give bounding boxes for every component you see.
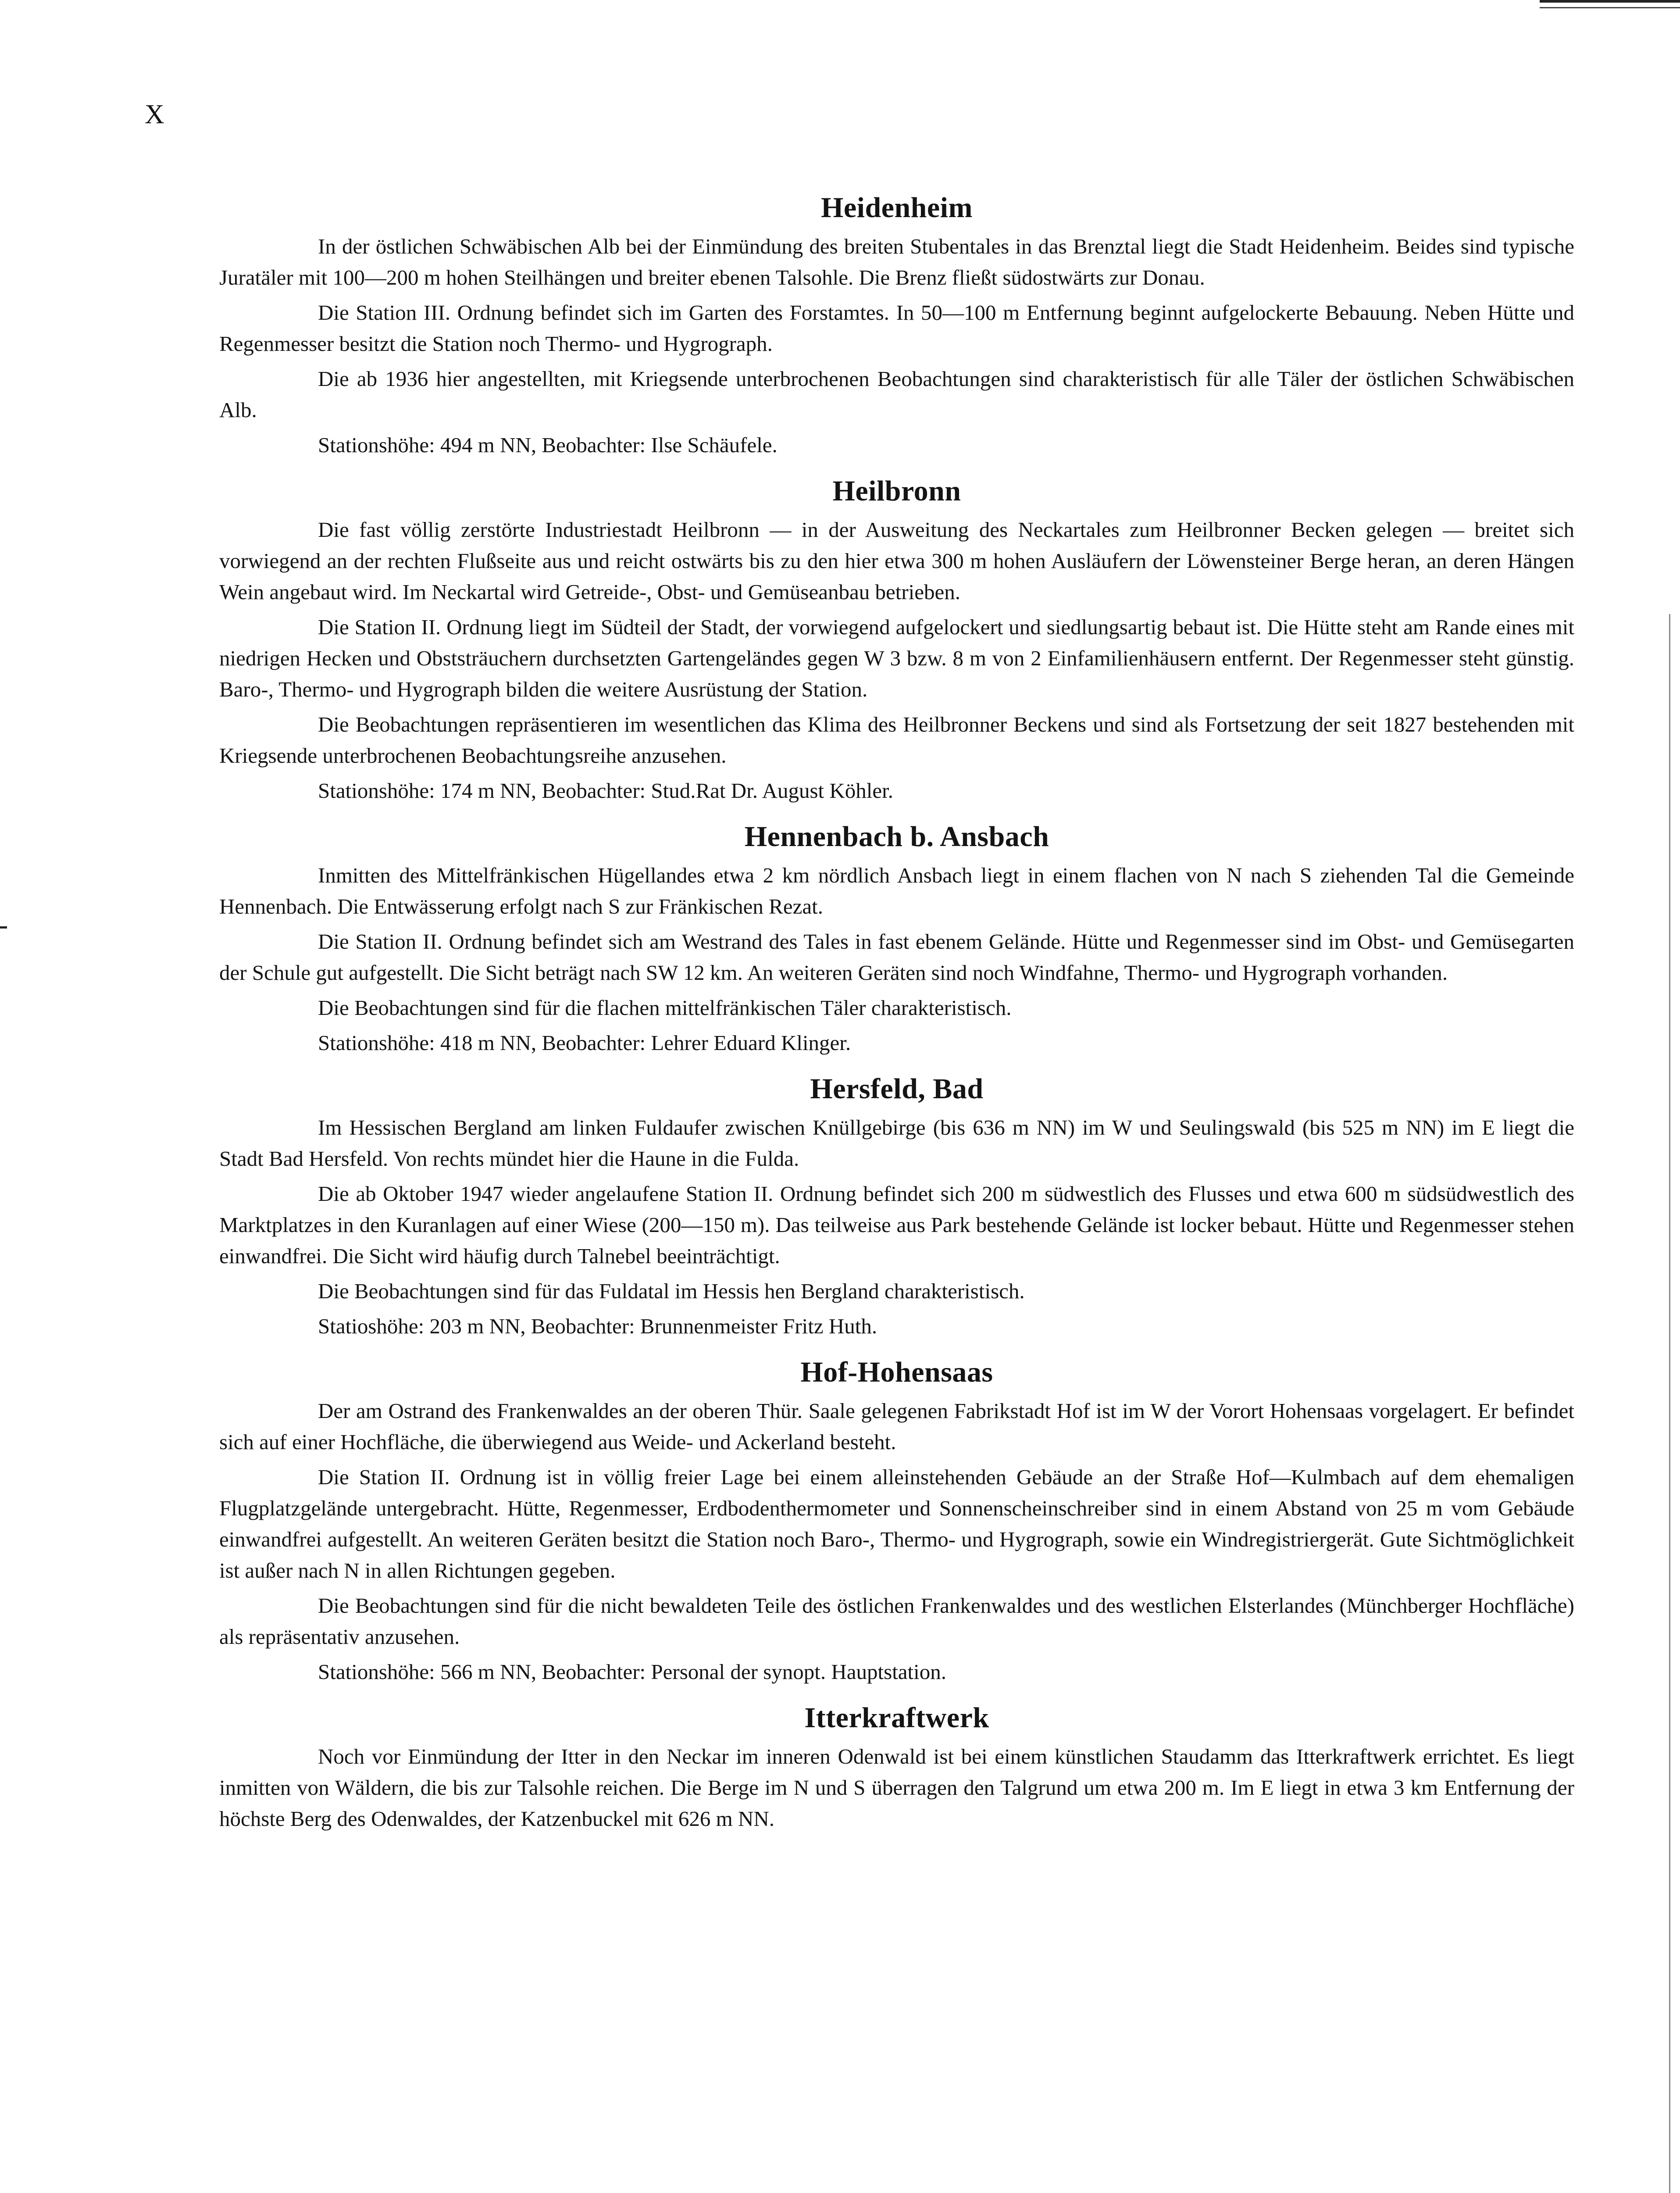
paragraph: Die ab Oktober 1947 wieder angelaufene Station II. Ordnung befindet sich 200 m südwestlich des Flusses und etwa 600 m südsüdwestlich des Marktplatzes in den Kuranlagen auf einer Wiese (200—150 m). Das teilweise aus Park bestehende Gelände ist locker bebaut. Hütte und Regenmesser stehen einwandfrei. Die Sicht wird häufig durch Talnebel beeinträchtigt. xyxy=(219,1182,1574,1268)
paragraph: Die fast völlig zerstörte Industriestadt Heilbronn — in der Ausweitung des Neckartales zum Heilbronner Becken gelegen — breitet sich vorwiegend an der rechten Flußseite aus und reicht ostwärts bis zu den hier etwa 300 m hohen Ausläufern der Löwensteiner Berge heran, an deren Hängen Wein angebaut wird. Im Neckartal wird Getreide-, Obst- und Gemüseanbau betrieben. xyxy=(219,518,1574,604)
section-hennenbach xyxy=(219,818,1574,1058)
section-itterkraftwerk xyxy=(219,1699,1574,1834)
section-heidenheim xyxy=(219,189,1574,461)
page-right-edge xyxy=(1669,614,1670,2193)
paragraph: Die Beobachtungen repräsentieren im wesentlichen das Klima des Heilbronner Beckens und sind als Fortsetzung der seit 1827 bestehenden mit Kriegsende unterbrochenen Beobachtungsreihe anzusehen. xyxy=(219,712,1574,768)
paragraph: Die Beobachtungen sind für die nicht bewaldeten Teile des östlichen Frankenwaldes und des westlichen Elsterlandes (Münchberger Hochfläche) als repräsentativ anzusehen. xyxy=(219,1593,1574,1649)
paragraph: Die Beobachtungen sind für das Fuldatal im Hessis hen Bergland charakteristisch. xyxy=(318,1279,1025,1303)
paragraph: Inmitten des Mittelfränkischen Hügellandes etwa 2 km nördlich Ansbach liegt in einem flachen von N nach S ziehenden Tal die Gemeinde Hennenbach. Die Entwässerung erfolgt nach S zur Fränkischen Rezat. xyxy=(219,863,1574,918)
station-info: Stationshöhe: 494 m NN, Beobachter: Ilse Schäufele. xyxy=(318,433,778,457)
paragraph: Die Station II. Ordnung befindet sich am Westrand des Tales in fast ebenem Gelände. Hütte und Regenmesser sind im Obst- und Gemüsegarten der Schule gut aufgestellt. Die Sicht beträgt nach SW 12 km. An weiteren Geräten sind noch Windfahne, Thermo- und Hygrograph vorhanden. xyxy=(219,929,1574,985)
paragraph: Der am Ostrand des Frankenwaldes an der oberen Thür. Saale gelegenen Fabrikstadt Hof ist im W der Vorort Hohensaas vorgelagert. Er befindet sich auf einer Hochfläche, die überwiegend aus Weide- und Ackerland besteht. xyxy=(219,1399,1574,1454)
paragraph: In der östlichen Schwäbischen Alb bei der Einmündung des breiten Stubentales in das Brenztal liegt die Stadt Heidenheim. Beides sind typische Juratäler mit 100—200 m hohen Steilhängen und breiter ebenen Talsohle. Die Brenz fließt südostwärts zur Donau. xyxy=(219,234,1574,289)
paragraph: Die Station III. Ordnung befindet sich im Garten des Forstamtes. In 50—100 m Entfernung beginnt aufgelockerte Bebauung. Neben Hütte und Regenmesser besitzt die Station noch Thermo- und Hygrograph. xyxy=(219,300,1574,356)
section-title: Hof-Hohensaas xyxy=(800,1356,993,1388)
section-title: Heilbronn xyxy=(832,475,961,507)
section-title: Heidenheim xyxy=(821,192,973,224)
margin-tick-mark xyxy=(0,926,7,929)
paragraph: Noch vor Einmündung der Itter in den Neckar im inneren Odenwald ist bei einem künstlichen Staudamm das Itterkraftwerk errichtet. Es liegt inmitten von Wäldern, die bis zur Talsohle reichen. Die Berge im N und S überragen den Talgrund um etwa 200 m. Im E liegt in etwa 3 km Entfernung der höchste Berg des Odenwaldes, der Katzenbuckel mit 626 m NN. xyxy=(219,1744,1574,1831)
section-hersfeld xyxy=(219,1070,1574,1342)
station-info: Statioshöhe: 203 m NN, Beobachter: Brunnenmeister Fritz Huth. xyxy=(318,1314,877,1338)
section-heilbronn xyxy=(219,472,1574,806)
section-title: Itterkraftwerk xyxy=(804,1702,989,1734)
page-number: X xyxy=(145,100,164,129)
station-info: Stationshöhe: 174 m NN, Beobachter: Stud.Rat Dr. August Köhler. xyxy=(318,779,894,803)
section-title: Hersfeld, Bad xyxy=(810,1073,984,1105)
section-title: Hennenbach b. Ansbach xyxy=(744,821,1049,853)
paragraph: Die ab 1936 hier angestellten, mit Kriegsende unterbrochenen Beobachtungen sind charakteristisch für alle Täler der östlichen Schwäbischen Alb. xyxy=(219,367,1574,422)
paragraph: Die Station II. Ordnung ist in völlig freier Lage bei einem alleinstehenden Gebäude an der Straße Hof—Kulmbach auf dem ehemaligen Flugplatzgelände untergebracht. Hütte, Regenmesser, Erdbodenthermometer und Sonnenscheinschreiber sind in einem Abstand von 25 m vom Gebäude einwandfrei aufgestellt. An weiteren Geräten besitzt die Station noch Baro-, Thermo- und Hygrograph, sowie ein Windregistriergerät. Gute Sichtmöglichkeit ist außer nach N in allen Richtungen gegeben. xyxy=(219,1465,1574,1582)
paragraph: Die Beobachtungen sind für die flachen mittelfränkischen Täler charakteristisch. xyxy=(318,996,1012,1020)
paragraph: Im Hessischen Bergland am linken Fuldaufer zwischen Knüllgebirge (bis 636 m NN) im W und Seulingswald (bis 525 m NN) im E liegt die Stadt Bad Hersfeld. Von rechts mündet hier die Haune in die Fulda. xyxy=(219,1115,1574,1171)
document-body xyxy=(219,189,1574,1838)
station-info: Stationshöhe: 566 m NN, Beobachter: Personal der synopt. Hauptstation. xyxy=(318,1660,947,1684)
top-edge-rule xyxy=(1540,0,1680,8)
section-hof-hohensaas xyxy=(219,1353,1574,1687)
station-info: Stationshöhe: 418 m NN, Beobachter: Lehrer Eduard Klinger. xyxy=(318,1031,851,1055)
paragraph: Die Station II. Ordnung liegt im Südteil der Stadt, der vorwiegend aufgelockert und siedlungsartig bebaut ist. Die Hütte steht am Rande eines mit niedrigen Hecken und Obststräuchern durchsetzten Gartengeländes gegen W 3 bzw. 8 m von 2 Einfamilienhäusern entfernt. Der Regenmesser steht günstig. Baro-, Thermo- und Hygrograph bilden die weitere Ausrüstung der Station. xyxy=(219,615,1574,701)
